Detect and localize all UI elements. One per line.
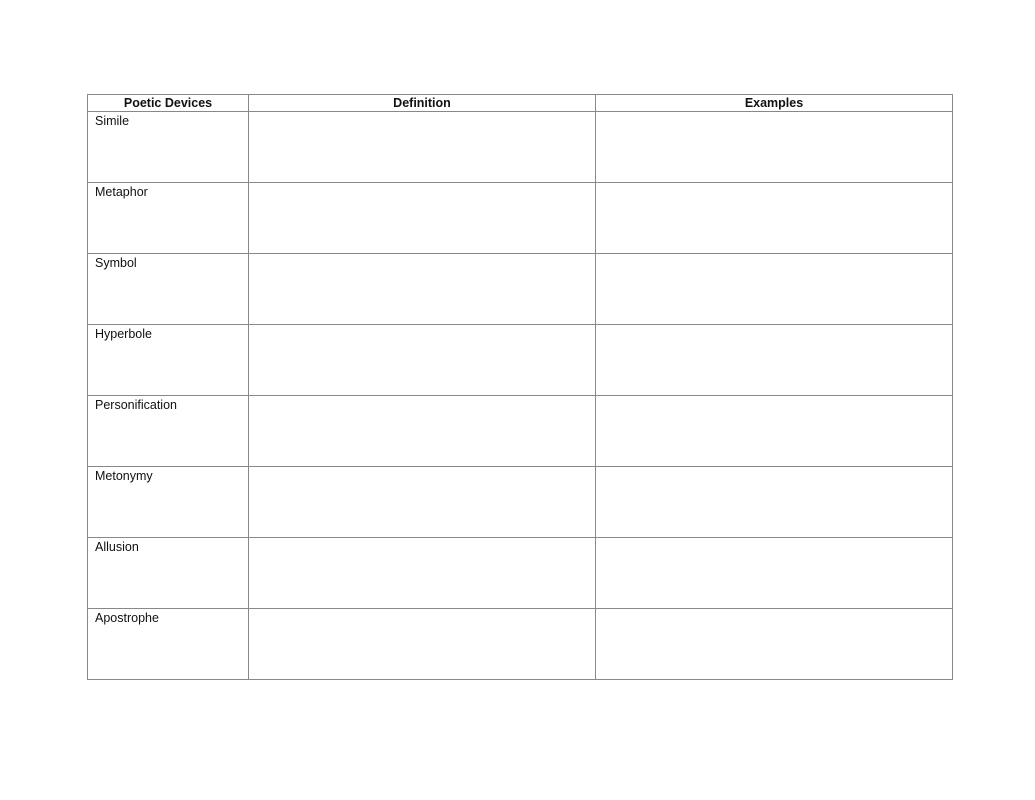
- table-row: [88, 396, 953, 467]
- header-poetic-devices: Poetic Devices: [88, 95, 249, 112]
- examples-cell[interactable]: [596, 112, 953, 183]
- header-definition: Definition: [249, 95, 596, 112]
- device-name: Simile: [88, 112, 249, 183]
- device-name: Allusion: [88, 538, 249, 609]
- definition-cell[interactable]: [249, 112, 596, 183]
- examples-cell[interactable]: [596, 467, 953, 538]
- device-name: Metaphor: [88, 183, 249, 254]
- definition-cell[interactable]: [249, 325, 596, 396]
- device-name: Symbol: [88, 254, 249, 325]
- examples-cell[interactable]: [596, 538, 953, 609]
- table-row: [88, 609, 953, 680]
- definition-cell[interactable]: [249, 538, 596, 609]
- examples-cell[interactable]: [596, 396, 953, 467]
- table-row: [88, 325, 953, 396]
- device-name: Metonymy: [88, 467, 249, 538]
- header-examples: Examples: [596, 95, 953, 112]
- poetic-devices-table: [87, 94, 953, 680]
- device-name: Personification: [88, 396, 249, 467]
- table-row: [88, 538, 953, 609]
- table-row: [88, 467, 953, 538]
- device-name: Hyperbole: [88, 325, 249, 396]
- examples-cell[interactable]: [596, 254, 953, 325]
- examples-cell[interactable]: [596, 325, 953, 396]
- header-row: [88, 95, 953, 112]
- examples-cell[interactable]: [596, 183, 953, 254]
- table-row: [88, 112, 953, 183]
- definition-cell[interactable]: [249, 254, 596, 325]
- definition-cell[interactable]: [249, 609, 596, 680]
- definition-cell[interactable]: [249, 183, 596, 254]
- table-row: [88, 254, 953, 325]
- examples-cell[interactable]: [596, 609, 953, 680]
- device-name: Apostrophe: [88, 609, 249, 680]
- table-row: [88, 183, 953, 254]
- definition-cell[interactable]: [249, 467, 596, 538]
- definition-cell[interactable]: [249, 396, 596, 467]
